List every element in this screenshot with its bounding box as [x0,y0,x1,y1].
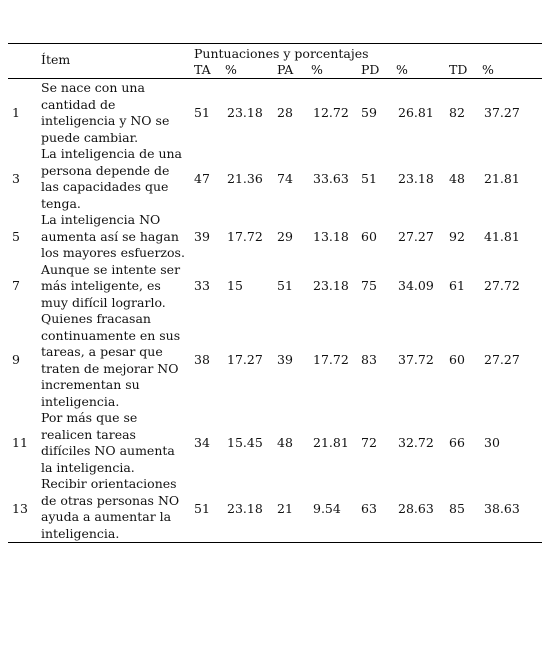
value-pd-pct: 34.09 [398,278,434,293]
value-pa-pct: 33.63 [313,170,349,186]
value-td-pct: 27.27 [484,352,520,368]
table-row [8,476,542,543]
row-number: 7 [12,278,20,293]
row-number: 11 [12,434,28,450]
header-col-pd-pct: % [396,62,408,77]
value-pd-pct: 27.27 [398,228,434,244]
value-pd: 83 [361,352,377,368]
value-pd: 51 [361,170,377,186]
value-td: 60 [449,352,465,368]
item-text: Quienes fracasan continuamente en sus tareas, a pesar que traten de mejorar NO incrementan su inteligencia. [41,311,181,409]
value-td-pct: 41.81 [484,228,520,244]
value-pa-pct: 21.81 [313,434,349,450]
value-ta-pct: 23.18 [227,500,263,516]
header-col-pd: PD [361,62,380,77]
item-text: La inteligencia de una persona depende de las capacidades que tenga. [41,146,182,211]
value-pa: 39 [277,352,293,368]
header-group-scores: Puntuaciones y porcentajes [194,46,369,61]
value-pa-pct: 9.54 [313,500,341,516]
header-col-td: TD [449,62,468,77]
table-row [8,146,542,212]
value-ta-pct: 23.18 [227,104,263,120]
results-table-container [8,43,542,543]
row-number: 9 [12,352,20,368]
header-col-td-pct: % [482,62,494,77]
table-row [8,79,542,147]
value-pa: 48 [277,434,293,450]
item-text: Recibir orientaciones de otras personas NO ayuda a aumentar la inteligencia. [41,476,180,541]
value-pd: 75 [361,278,377,293]
header-col-pa: PA [277,62,294,77]
value-pd: 63 [361,500,377,516]
table-row [8,262,542,312]
header-col-ta-pct: % [225,62,237,77]
table-body [8,79,542,543]
value-pd: 60 [361,228,377,244]
value-ta-pct: 17.72 [227,228,263,244]
value-ta-pct: 17.27 [227,352,263,368]
value-pa: 74 [277,170,293,186]
table-row [8,410,542,476]
value-pd-pct: 37.72 [398,352,434,368]
row-number: 1 [12,104,20,120]
value-ta: 39 [194,228,210,244]
value-pa-pct: 13.18 [313,228,349,244]
table-header [8,44,542,79]
table-row [8,311,542,410]
value-td: 48 [449,170,465,186]
value-ta: 33 [194,278,210,293]
value-ta: 34 [194,434,210,450]
value-td: 92 [449,228,465,244]
header-col-pa-pct: % [311,62,323,77]
item-text: Por más que se realicen tareas difíciles NO aumenta la inteligencia. [41,410,175,475]
value-pa: 21 [277,500,293,516]
value-td: 61 [449,278,465,293]
value-pa: 29 [277,228,293,244]
item-text: Se nace con una cantidad de inteligencia y NO se puede cambiar. [41,80,170,145]
value-td-pct: 27.72 [484,278,520,293]
value-pa-pct: 23.18 [313,278,349,293]
value-pa-pct: 17.72 [313,352,349,368]
item-text: Aunque se intente ser más inteligente, es muy difícil lograrlo. [41,261,181,310]
value-pa: 51 [277,278,293,293]
value-ta-pct: 15 [227,278,243,293]
value-pd: 59 [361,104,377,120]
header-col-ta: TA [194,62,211,77]
value-td: 85 [449,500,465,516]
value-td-pct: 30 [484,434,500,450]
value-ta-pct: 21.36 [227,170,263,186]
value-pd-pct: 32.72 [398,434,434,450]
row-number: 3 [12,170,20,186]
value-td-pct: 21.81 [484,170,520,186]
header-number-cell [8,44,41,79]
table-row [8,212,542,262]
value-td-pct: 38.63 [484,500,520,516]
header-item: Ítem [41,52,71,67]
value-pa: 28 [277,104,293,120]
value-td: 82 [449,104,465,120]
value-ta: 47 [194,170,210,186]
value-td-pct: 37.27 [484,104,520,120]
value-td: 66 [449,434,465,450]
row-number: 13 [12,500,28,516]
value-pd-pct: 23.18 [398,170,434,186]
value-pd-pct: 28.63 [398,500,434,516]
row-number: 5 [12,228,20,244]
results-table [8,43,542,543]
value-pd: 72 [361,434,377,450]
value-ta: 38 [194,352,210,368]
item-text: La inteligencia NO aumenta así se hagan los mayores esfuerzos. [41,212,185,260]
value-pd-pct: 26.81 [398,104,434,120]
value-pa-pct: 12.72 [313,104,349,120]
value-ta: 51 [194,500,210,516]
value-ta-pct: 15.45 [227,434,263,450]
value-ta: 51 [194,104,210,120]
